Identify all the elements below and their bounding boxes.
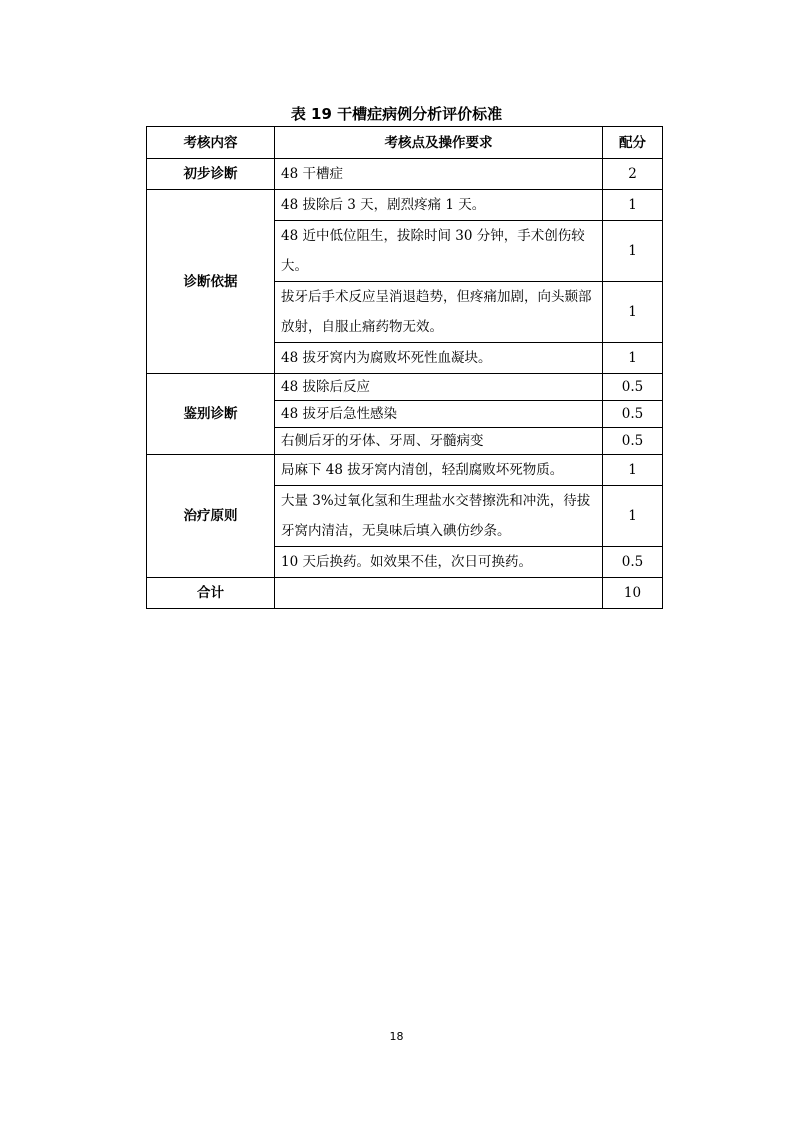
evaluation-table xyxy=(146,126,663,609)
header-row xyxy=(147,127,663,159)
category-basis: 诊断依据 xyxy=(147,190,275,374)
header-requirement: 考核点及操作要求 xyxy=(275,127,603,159)
score-cell: 1 xyxy=(603,190,663,221)
requirement-cell: 48 拔牙窝内为腐败坏死性血凝块。 xyxy=(275,343,603,374)
score-cell: 1 xyxy=(603,486,663,547)
requirement-cell: 大量 3%过氧化氢和生理盐水交替擦洗和冲洗，待拔牙窝内清洁，无臭味后填入碘仿纱条。 xyxy=(275,486,603,547)
requirement-cell: 48 近中低位阻生，拔除时间 30 分钟，手术创伤较大。 xyxy=(275,221,603,282)
score-cell: 0.5 xyxy=(603,401,663,428)
score-cell: 0.5 xyxy=(603,547,663,578)
total-row xyxy=(147,578,663,609)
page-number: 18 xyxy=(389,1030,404,1043)
requirement-cell: 48 拔除后 3 天，剧烈疼痛 1 天。 xyxy=(275,190,603,221)
requirement-cell: 48 干槽症 xyxy=(275,159,603,190)
score-cell: 1 xyxy=(603,343,663,374)
requirement-cell: 右侧后牙的牙体、牙周、牙髓病变 xyxy=(275,428,603,455)
score-cell: 0.5 xyxy=(603,374,663,401)
score-cell: 1 xyxy=(603,282,663,343)
category-differential: 鉴别诊断 xyxy=(147,374,275,455)
requirement-cell: 10 天后换药。如效果不佳，次日可换药。 xyxy=(275,547,603,578)
requirement-cell: 48 拔牙后急性感染 xyxy=(275,401,603,428)
table-title: 表 19 干槽症病例分析评价标准 xyxy=(290,105,503,123)
requirement-cell: 局麻下 48 拔牙窝内清创，轻刮腐败坏死物质。 xyxy=(275,455,603,486)
table-row xyxy=(147,159,663,190)
total-score: 10 xyxy=(603,578,663,609)
header-content: 考核内容 xyxy=(147,127,275,159)
requirement-cell: 拔牙后手术反应呈消退趋势，但疼痛加剧，向头颞部放射，自服止痛药物无效。 xyxy=(275,282,603,343)
score-cell: 2 xyxy=(603,159,663,190)
table-row xyxy=(147,190,663,221)
total-requirement xyxy=(275,578,603,609)
total-label: 合计 xyxy=(147,578,275,609)
score-cell: 1 xyxy=(603,221,663,282)
table-row xyxy=(147,455,663,486)
requirement-cell: 48 拔除后反应 xyxy=(275,374,603,401)
category-initial: 初步诊断 xyxy=(147,159,275,190)
score-cell: 0.5 xyxy=(603,428,663,455)
score-cell: 1 xyxy=(603,455,663,486)
header-score: 配分 xyxy=(603,127,663,159)
category-treatment: 治疗原则 xyxy=(147,455,275,578)
table-row xyxy=(147,374,663,401)
